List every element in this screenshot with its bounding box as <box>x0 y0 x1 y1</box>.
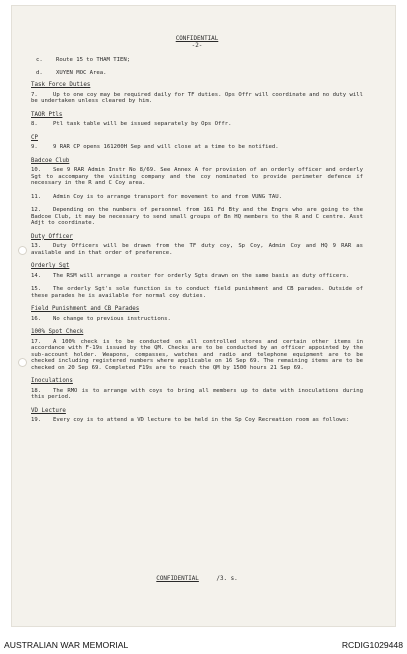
section-heading: CP <box>31 134 38 141</box>
paragraph-10: 10. See 9 RAR Admin Instr No 8/69. See Annex A for provision of an orderly officer and orderly Sgt to accompany the visiting company and the coy nominated to provide perimeter defence if necessary in the R and C Coy area. <box>31 167 363 186</box>
section-vd-lecture <box>31 408 363 424</box>
paragraph-7: 7. Up to one coy may be required daily for TF duties. Ops Offr will coordinate and no duty will be undertaken unless cleared by him. <box>31 91 363 104</box>
paragraph-13: 13. Duty Officers will be drawn from the TF duty coy, Sp Coy, Admin Coy and HQ 9 RAR as available and in that order of preference. <box>31 243 363 256</box>
section-inoculations <box>31 378 363 401</box>
section-field-punishment <box>31 306 363 322</box>
next-page-marker: /3. s. <box>216 576 238 582</box>
paragraph-14: 14. The RSM will arrange a roster for orderly Sgts drawn on the same basis as duty officers. <box>31 272 350 279</box>
paragraph-17: 17. A 100% check is to be conducted on all controlled stores and certain other items in accordance with F-19s issued by the QM. Checks are to be conducted by an officer appointed by the sub-account holder. Weapons, compasses, watches and radio and telephone equipment are to be checked including registered numbers where applicable on 16 Sep 69. The remaining items are to be checked on 20 Sep 69. Completed F19s are to reach the QM by 1500 hours 21 Sep 69. <box>31 338 363 371</box>
section-orderly-sgt <box>31 263 363 299</box>
page-footer <box>31 576 363 582</box>
section-heading: Field Punishment and CB Parades <box>31 306 140 312</box>
subparagraph-c: c. Route 15 to THAM TIEN; <box>36 57 131 63</box>
punch-hole <box>18 358 27 367</box>
classification-footer: CONFIDENTIAL <box>156 576 199 582</box>
archive-credit: AUSTRALIAN WAR MEMORIAL <box>4 640 129 650</box>
section-heading: Badcoe Club <box>31 157 70 164</box>
section-heading: Task Force Duties <box>31 82 91 88</box>
classification-header: CONFIDENTIAL <box>175 36 219 42</box>
archive-code: RCDIG1029448 <box>341 640 403 650</box>
section-heading: Inoculations <box>31 378 73 384</box>
paragraph-18: 18. The RMO is to arrange with coys to bring all members up to date with inoculations during this period. <box>31 387 363 400</box>
section-badcoe-club <box>31 158 363 227</box>
subparagraph-d: d. XUYEN MOC Area. <box>36 69 107 76</box>
punch-hole <box>18 246 27 255</box>
paragraph-12: 12. Depending on the numbers of personnel from 161 Fd Bty and the Engrs who are going to the Badcoe Club, it may be necessary to send small groups of Bn HQ members to the R and C centre. Asst Adjt to coordinate. <box>31 207 363 226</box>
section-heading: Duty Officer <box>31 233 73 240</box>
subparagraph-list <box>31 57 363 76</box>
document-body <box>31 36 363 431</box>
paragraph-15: 15. The orderly Sgt's sole function is to conduct field punishment and CB parades. Outside of these parades he is available for normal coy duties. <box>31 286 363 299</box>
section-heading: VD Lecture <box>31 407 66 414</box>
section-cp <box>31 135 363 151</box>
section-heading: TAOR Ptls <box>31 111 63 118</box>
paragraph-9: 9. 9 RAR CP opens 161200H Sep and will close at a time to be notified. <box>31 144 279 150</box>
section-heading: Orderly Sgt <box>31 263 70 269</box>
paragraph-19: 19. Every coy is to attend a VD lecture to be held in the Sp Coy Recreation room as follows: <box>31 417 350 423</box>
section-duty-officer <box>31 234 363 257</box>
section-taor-ptls <box>31 112 363 128</box>
paragraph-11: 11. Admin Coy is to arrange transport for movement to and from VUNG TAU. <box>31 193 283 200</box>
section-heading: 100% Spot Check <box>31 329 84 335</box>
section-task-force-duties <box>31 82 363 105</box>
page-number: -2- <box>191 42 203 49</box>
paragraph-8: 8. Ptl task table will be issued separately by Ops Offr. <box>31 121 232 127</box>
paragraph-16: 16. No change to previous instructions. <box>31 315 171 322</box>
section-spot-check <box>31 329 363 371</box>
